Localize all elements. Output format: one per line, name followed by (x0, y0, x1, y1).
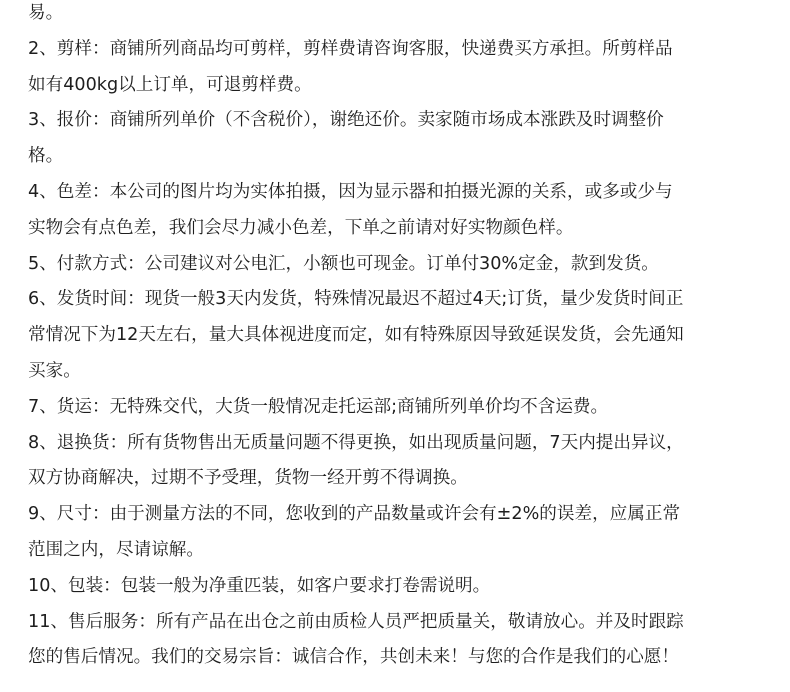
text-line: 6、发货时间：现货一般3天内发货，特殊情况最迟不超过4天;订货，量少发货时间正 (28, 289, 684, 310)
text-line: 7、货运：无特殊交代，大货一般情况走托运部;商铺所列单价均不含运费。 (28, 396, 609, 417)
text-line: 实物会有点色差，我们会尽力减小色差，下单之前请对好实物颜色样。 (28, 217, 574, 238)
text-line: 易。 (28, 3, 64, 23)
text-line: 10、包装：包装一般为净重匹装，如客户要求打卷需说明。 (28, 575, 491, 596)
text-line: 您的售后情况。我们的交易宗旨：诚信合作，共创未来！与您的合作是我们的心愿！ (28, 647, 679, 668)
text-line: 格。 (28, 146, 64, 167)
text-line: 8、退换货：所有货物售出无质量问题不得更换，如出现质量问题，7天内提出异议， (28, 432, 684, 453)
text-line: 买家。 (28, 360, 81, 381)
text-line: 5、付款方式：公司建议对公电汇，小额也可现金。订单付30%定金，款到发货。 (28, 253, 659, 274)
text-line: 2、剪样：商铺所列商品均可剪样，剪样费请咨询客服，快递费买方承担。所剪样品 (28, 38, 673, 59)
text-line: 3、报价：商铺所列单价（不含税价），谢绝还价。卖家随市场成本涨跌及时调整价 (28, 110, 664, 131)
text-line: 常情况下为12天左右，量大具体视进度而定，如有特殊原因导致延误发货，会先通知 (28, 325, 684, 346)
text-line: 11、售后服务：所有产品在出仓之前由质检人员严把质量关，敬请放心。并及时跟踪 (28, 611, 684, 632)
policy-text-block (28, 0, 778, 676)
text-line: 9、尺寸：由于测量方法的不同，您收到的产品数量或许会有±2%的误差，应属正常 (28, 504, 681, 525)
text-line: 双方协商解决，过期不予受理，货物一经开剪不得调换。 (28, 468, 468, 489)
text-line: 范围之内，尽请谅解。 (28, 539, 204, 560)
text-line: 4、色差：本公司的图片均为实体拍摄，因为显示器和拍摄光源的关系，或多或少与 (28, 181, 673, 202)
text-line: 如有400kg以上订单，可退剪样费。 (28, 74, 312, 95)
